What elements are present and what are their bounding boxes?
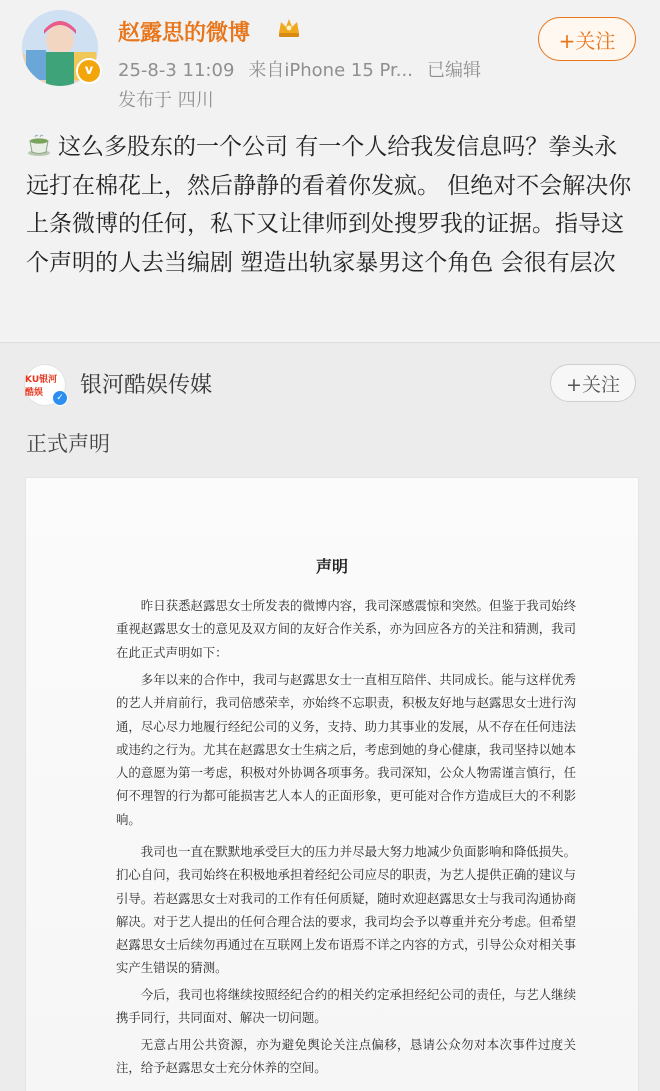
crown-icon [276, 14, 302, 40]
document-paragraph-4: 今后，我司也将继续按照经纪合约的相关约定承担经纪公司的责任，与艺人继续携手同行，共同面对、解决一切问题。 [116, 987, 576, 1026]
document-paragraph-5: 无意占用公共资源，亦为避免舆论关注点偏移，恳请公众勿对本次事件过度关注，给予赵露思女士充分休养的空间。 [116, 1037, 576, 1076]
org-logo: KU银河酷娱 [25, 375, 58, 398]
org-name[interactable]: 银河酷娱传媒 [80, 373, 213, 398]
post-body [26, 128, 638, 282]
follow-button[interactable]: +关注 [538, 17, 636, 61]
teacup-emoji-icon [26, 133, 52, 157]
statement-document-image[interactable] [26, 478, 638, 1091]
document-paragraph-1: 昨日获悉赵露思女士所发表的微博内容，我司深感震惊和突然。但鉴于我司始终重视赵露思女士的意见及双方间的友好合作关系，亦为回应各方的关注和猜测，我司在此正式声明如下： [116, 598, 576, 660]
document-paragraph-2: 多年以来的合作中，我司与赵露思女士一直相互陪伴、共同成长。能与这样优秀的艺人并肩前行，我司倍感荣幸，亦始终不忘职责，积极友好地与赵露思女士进行沟通，尽心尽力地履行经纪公司的义务，支持、助力其事业的发展，从不存在任何违法或违约之行为。尤其在赵露思女士生病之后，考虑到她的身心健康，我司坚持以她本人的意愿为第一考虑，积极对外协调各项事务。我司深知，公众人物需谨言慎行，任何不理智的行为都可能损害艺人本人的正面形象，更可能对合作方造成巨大的不利影响。 [116, 672, 576, 827]
user-name[interactable]: 赵露思的微博 [118, 21, 251, 46]
post-location: 发布于 四川 [118, 90, 214, 111]
repost-title: 正式声明 [26, 432, 110, 456]
verified-badge-icon: v [76, 58, 102, 84]
weibo-post [0, 0, 660, 340]
org-follow-button[interactable]: +关注 [550, 364, 636, 402]
post-meta [118, 56, 495, 82]
post-text: 这么多股东的一个公司 有一个人给我发信息吗？拳头永远打在棉花上，然后静静的看着你发疯。 但绝对不会解决你上条微博的任何，私下又让律师到处搜罗我的证据。指导这个声明的人去当编剧 塑造出轨家暴男这个角色 会很有层次 [26, 134, 632, 276]
divider [0, 342, 660, 343]
document-paragraph-3: 我司也一直在默默地承受巨大的压力并尽最大努力地减少负面影响和降低损失。扪心自问，我司始终在积极地承担着经纪公司应尽的职责，为艺人提供正确的建议与引导。若赵露思女士对我司的工作有任何质疑，随时欢迎赵露思女士与我司沟通协商解决。对于艺人提出的任何合理合法的要求，我司均会予以尊重并充分考虑。但希望赵露思女士后续勿再通过在互联网上发布语焉不详之内容的方式，引导公众对相关事实产生错误的猜测。 [116, 844, 576, 976]
post-source: 来自iPhone 15 Pr... [248, 60, 413, 81]
org-verified-icon: ✓ [52, 390, 68, 406]
edited-label[interactable]: 已编辑 [426, 60, 481, 81]
post-time: 25-8-3 11:09 [118, 60, 235, 81]
document-heading: 声明 [315, 557, 348, 576]
